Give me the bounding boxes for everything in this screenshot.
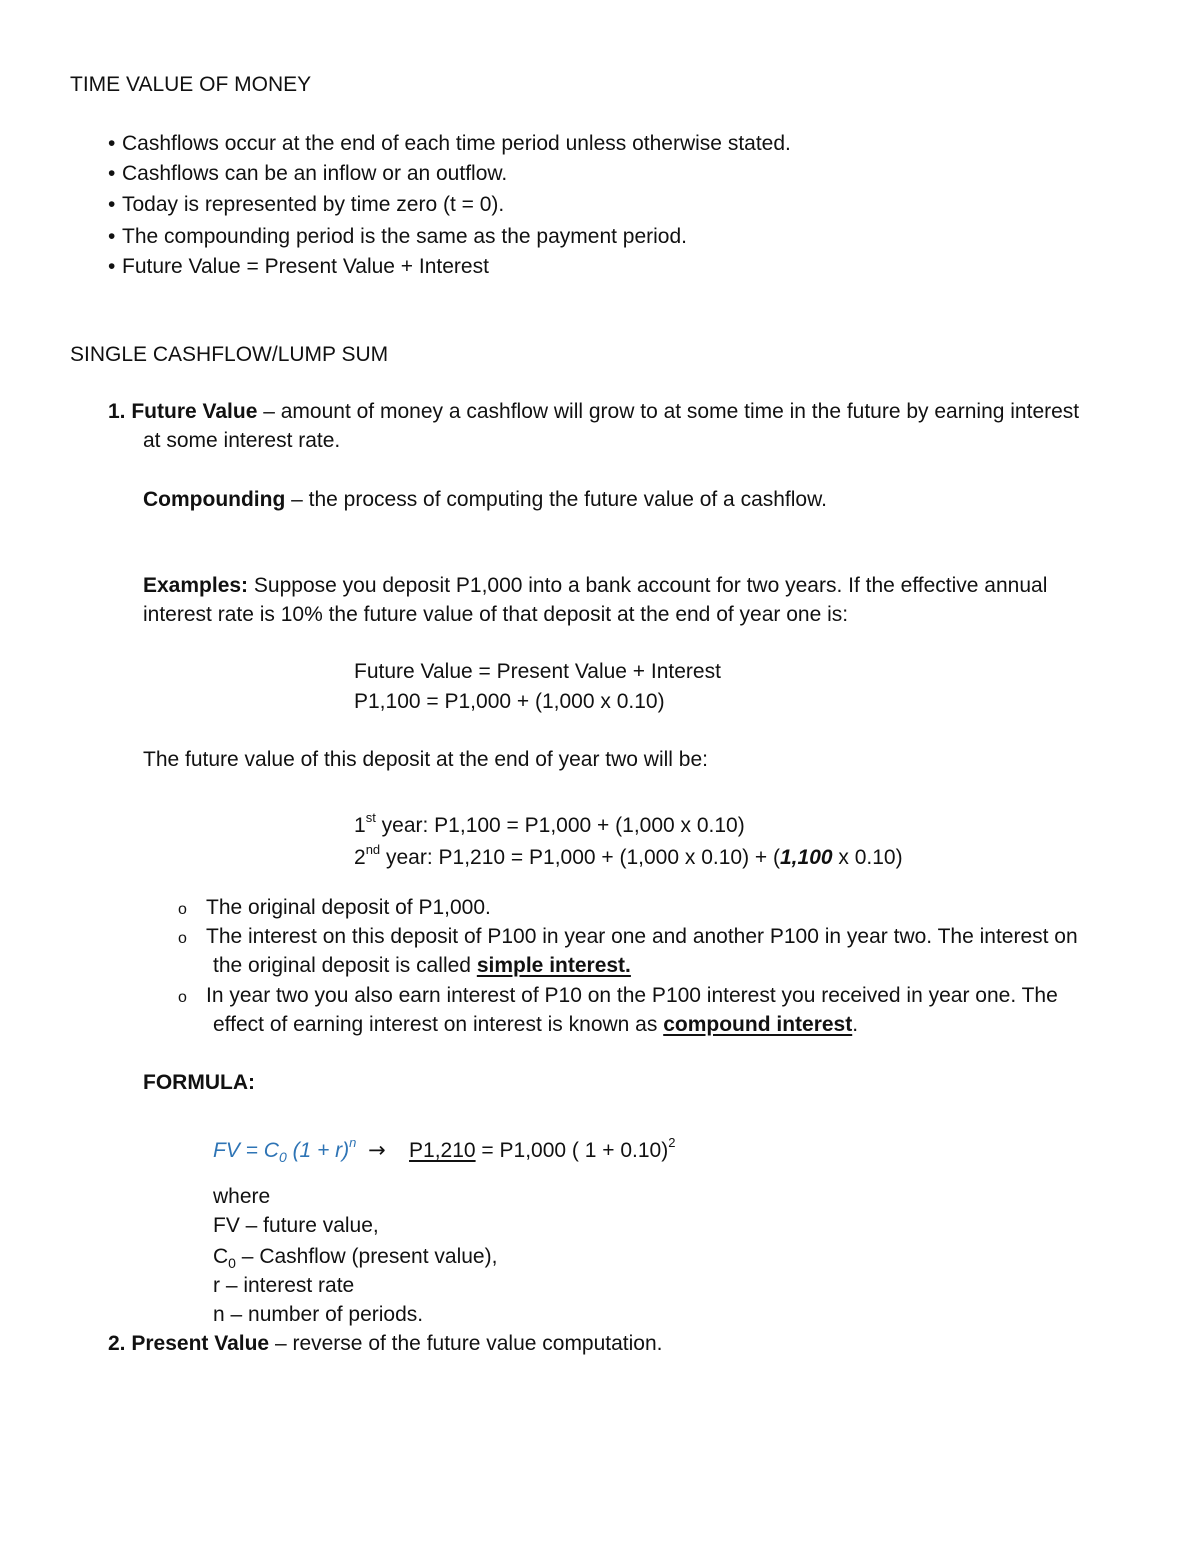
formula-example-exponent: 2 — [668, 1135, 676, 1150]
fv-formula-exponent: n — [349, 1135, 357, 1150]
bullet-dot: • — [108, 132, 116, 155]
fv-formula-part: FV = C — [213, 1139, 279, 1162]
circle-bullet-icon: o — [178, 930, 187, 947]
bullet-dot: • — [108, 193, 116, 216]
sub-bullet-2: The interest on this deposit of P100 in year one and another P100 in year two. The interest on — [206, 925, 1078, 948]
compounding-text: – the process of computing the future value of a cashflow. — [285, 488, 827, 511]
sub-bullet-text: effect of earning interest on interest is known as — [213, 1013, 664, 1036]
intro-bullet-3 — [108, 192, 504, 218]
year-number: 1 — [354, 814, 366, 837]
year-two-intro: The future value of this deposit at the end of year two will be: — [143, 748, 708, 771]
bullet-dot: • — [108, 255, 116, 278]
ordinal-suffix: nd — [365, 842, 381, 857]
compound-interest-term: compound interest — [663, 1013, 853, 1036]
c-subscript: 0 — [228, 1255, 236, 1271]
where-label: where — [213, 1185, 271, 1208]
formula-line — [213, 1130, 675, 1170]
circle-bullet-icon: o — [178, 901, 187, 918]
intro-bullet-text: Future Value = Present Value + Interest — [122, 255, 489, 278]
examples-paragraph-cont: interest rate is 10% the future value of that deposit at the end of year one is: — [143, 603, 849, 626]
examples-label: Examples: — [143, 574, 249, 597]
intro-bullet-4 — [108, 224, 687, 250]
present-value-definition — [108, 1331, 663, 1357]
year-one-equation — [354, 805, 745, 839]
compounding-definition — [143, 487, 827, 513]
simple-interest-term: simple interest. — [476, 954, 631, 977]
intro-bullet-text: Cashflows can be an inflow or an outflow. — [122, 162, 508, 185]
sub-bullet-1: The original deposit of P1,000. — [206, 896, 491, 919]
year-two-text: year: P1,210 = P1,000 + (1,000 x 0.10) + ( — [380, 846, 780, 869]
intro-bullet-text: Cashflows occur at the end of each time period unless otherwise stated. — [122, 132, 791, 155]
intro-bullet-2 — [108, 161, 507, 187]
equation-line-2: P1,100 = P1,000 + (1,000 x 0.10) — [354, 690, 665, 713]
present-value-term: Present Value — [131, 1332, 270, 1355]
page-title: TIME VALUE OF MONEY — [70, 73, 312, 96]
equation-line-1: Future Value = Present Value + Interest — [354, 660, 721, 683]
formula-example: = P1,000 ( 1 + 0.10) — [475, 1139, 669, 1162]
arrow-right-icon: → — [368, 1138, 386, 1162]
c-description: – Cashflow (present value), — [235, 1245, 498, 1268]
sub-bullet-text: the original deposit is called — [213, 954, 477, 977]
period: . — [852, 1013, 859, 1036]
sub-bullet-3-cont — [213, 1012, 858, 1038]
where-n: n – number of periods. — [213, 1303, 424, 1326]
where-c0 — [213, 1244, 497, 1276]
intro-bullet-5 — [108, 254, 489, 280]
intro-bullet-1 — [108, 131, 791, 157]
year-number: 2 — [354, 846, 366, 869]
sub-bullet-2-cont — [213, 953, 631, 979]
intro-bullet-text: Today is represented by time zero (t = 0). — [122, 193, 505, 216]
examples-text: Suppose you deposit P1,000 into a bank account for two years. If the effective annual — [248, 574, 1048, 597]
year-two-text-end: x 0.10) — [832, 846, 903, 869]
examples-paragraph — [143, 573, 1047, 599]
year-two-highlight: 1,100 — [780, 846, 833, 869]
sub-bullet-3: In year two you also earn interest of P10 on the P100 interest you received in year one. The — [206, 984, 1058, 1007]
year-two-equation — [354, 837, 903, 871]
where-fv: FV – future value, — [213, 1214, 379, 1237]
bullet-dot: • — [108, 162, 116, 185]
intro-bullet-text: The compounding period is the same as the payment period. — [122, 225, 688, 248]
c-symbol: C — [213, 1245, 229, 1268]
item-number: 1. — [108, 400, 126, 423]
item-number: 2. — [108, 1332, 126, 1355]
section-title: SINGLE CASHFLOW/LUMP SUM — [70, 343, 389, 366]
where-r: r – interest rate — [213, 1274, 355, 1297]
circle-bullet-icon: o — [178, 989, 187, 1006]
formula-example-result: P1,210 — [409, 1139, 476, 1162]
future-value-definition — [108, 399, 1079, 425]
formula-label: FORMULA: — [143, 1071, 255, 1094]
fv-formula-part: (1 + r) — [286, 1139, 350, 1162]
bullet-dot: • — [108, 225, 116, 248]
future-value-term: Future Value — [131, 400, 258, 423]
fv-formula — [213, 1135, 357, 1165]
fv-formula-subscript: 0 — [278, 1149, 287, 1165]
future-value-text: – amount of money a cashflow will grow to at some time in the future by earning interest — [257, 400, 1080, 423]
year-one-text: year: P1,100 = P1,000 + (1,000 x 0.10) — [375, 814, 745, 837]
ordinal-suffix: st — [365, 810, 376, 825]
present-value-text: – reverse of the future value computation. — [269, 1332, 663, 1355]
future-value-definition-cont: at some interest rate. — [143, 429, 341, 452]
compounding-term: Compounding — [143, 488, 286, 511]
